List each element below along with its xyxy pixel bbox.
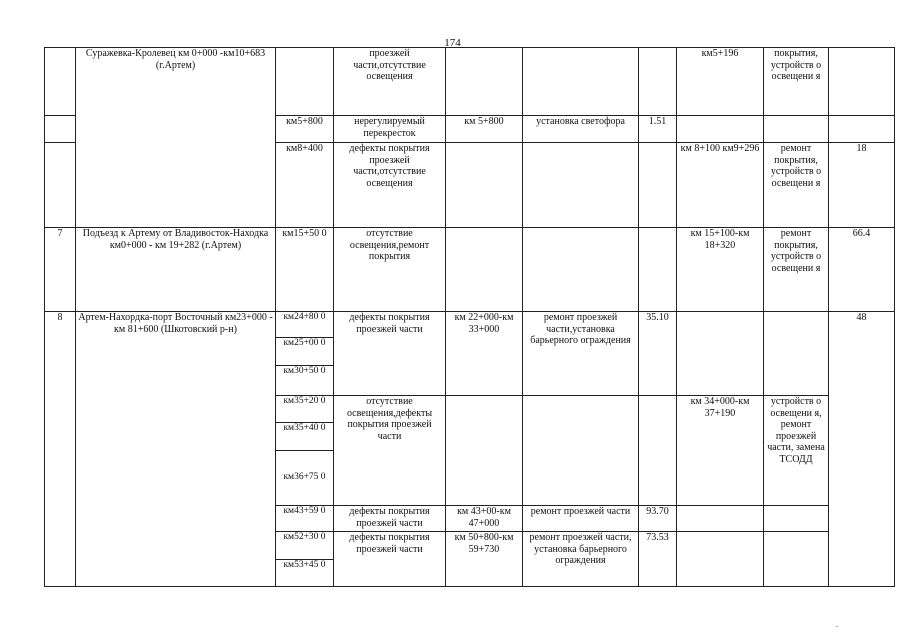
defect-cell: отсутствие освещения,дефекты покрытия проезжей части — [334, 396, 446, 506]
cost-a-cell — [639, 143, 677, 228]
km-cell — [276, 48, 334, 116]
km-item: км52+30 0 — [276, 532, 333, 560]
km-item: км35+40 0 — [276, 423, 333, 451]
table-row — [45, 312, 895, 396]
work-a-cell: ремонт проезжей части,установка барьерного ограждения — [523, 312, 639, 396]
work-a-cell — [523, 143, 639, 228]
defect-cell: дефекты покрытия проезжей части — [334, 312, 446, 396]
section-b-cell: км 8+100 км9+296 — [677, 143, 764, 228]
work-b-cell: ремонт покрытия, устройств о освещени я — [764, 143, 829, 228]
row-number-cell: 8 — [45, 312, 76, 587]
defect-cell: проезжей части,отсутствие освещения — [334, 48, 446, 116]
km-cell: км5+800 — [276, 116, 334, 143]
km-item: км53+45 0 — [283, 560, 326, 570]
km-item: км24+80 0 — [276, 312, 333, 338]
work-b-cell — [764, 532, 829, 587]
defect-cell: дефекты покрытия проезжей части — [334, 532, 446, 587]
work-a-cell: ремонт проезжей части — [523, 506, 639, 532]
section-b-cell: км 15+100-км 18+320 — [677, 228, 764, 312]
work-b-cell: покрытия, устройств о освещени я — [764, 48, 829, 116]
km-cell: км43+59 0 — [276, 506, 334, 532]
km-item: км30+50 0 — [283, 366, 326, 376]
page-number: 174 — [444, 37, 461, 49]
cost-a-cell: 93.70 — [639, 506, 677, 532]
work-a-cell: установка светофора — [523, 116, 639, 143]
cost-a-cell: 35.10 — [639, 312, 677, 396]
section-a-cell — [446, 228, 523, 312]
cost-b-cell: 66.4 — [829, 228, 895, 312]
work-b-cell — [764, 312, 829, 396]
section-b-cell: км 34+000-км 37+190 — [677, 396, 764, 506]
section-a-cell: км 50+800-км 59+730 — [446, 532, 523, 587]
section-a-cell — [446, 396, 523, 506]
cost-b-cell: 18 — [829, 143, 895, 228]
km-list-cell — [276, 532, 334, 587]
section-a-cell: км 5+800 — [446, 116, 523, 143]
section-b-cell — [677, 532, 764, 587]
cost-a-cell: 1.51 — [639, 116, 677, 143]
defect-cell: отсутствие освещения,ремонт покрытия — [334, 228, 446, 312]
km-cell: км8+400 — [276, 143, 334, 228]
section-b-cell: км5+196 — [677, 48, 764, 116]
work-a-cell: ремонт проезжей части, установка барьерного ограждения — [523, 532, 639, 587]
row-number-cell: 7 — [45, 228, 76, 312]
work-b-cell — [764, 116, 829, 143]
km-item: км25+00 0 — [276, 338, 333, 366]
km-list-cell — [276, 312, 334, 396]
work-b-cell: устройств о освещени я, ремонт проезжей части, замена ТСОДД — [764, 396, 829, 506]
cost-b-cell — [829, 116, 895, 143]
defect-cell: дефекты покрытия проезжей части,отсутствие освещения — [334, 143, 446, 228]
km-item: км35+20 0 — [276, 396, 333, 423]
cost-a-cell: 73.53 — [639, 532, 677, 587]
cost-b-cell — [829, 48, 895, 116]
section-b-cell — [677, 116, 764, 143]
table-row — [45, 48, 895, 116]
km-cell: км15+50 0 — [276, 228, 334, 312]
section-a-cell — [446, 143, 523, 228]
section-a-cell: км 43+00-км 47+000 — [446, 506, 523, 532]
cost-a-cell — [639, 48, 677, 116]
footer-mark: . — [836, 620, 838, 629]
section-a-cell: км 22+000-км 33+000 — [446, 312, 523, 396]
cost-a-cell — [639, 396, 677, 506]
road-name-cell: Суражевка-Кролевец км 0+000 -км10+683 (г.Артем) — [76, 48, 276, 228]
work-a-cell — [523, 228, 639, 312]
road-name-cell: Артем-Нахордка-порт Восточный км23+000 - км 81+600 (Шкотовский р-н) — [76, 312, 276, 587]
km-item: км36+75 0 — [283, 471, 326, 482]
km-list-cell — [276, 396, 334, 506]
work-a-cell — [523, 48, 639, 116]
road-defects-table — [44, 47, 895, 587]
table-row — [45, 228, 895, 312]
road-name-cell: Подъезд к Артему от Владивосток-Находка км0+000 - км 19+282 (г.Артем) — [76, 228, 276, 312]
cost-b-cell: 48 — [829, 312, 895, 587]
work-a-cell — [523, 396, 639, 506]
row-number-cell — [45, 116, 76, 143]
cost-a-cell — [639, 228, 677, 312]
row-number-cell — [45, 143, 76, 228]
defect-cell: нерегулируемый перекресток — [334, 116, 446, 143]
defect-cell: дефекты покрытия проезжей части — [334, 506, 446, 532]
section-b-cell — [677, 312, 764, 396]
row-number-cell — [45, 48, 76, 116]
work-b-cell: ремонт покрытия, устройств о освещени я — [764, 228, 829, 312]
work-b-cell — [764, 506, 829, 532]
section-b-cell — [677, 506, 764, 532]
section-a-cell — [446, 48, 523, 116]
